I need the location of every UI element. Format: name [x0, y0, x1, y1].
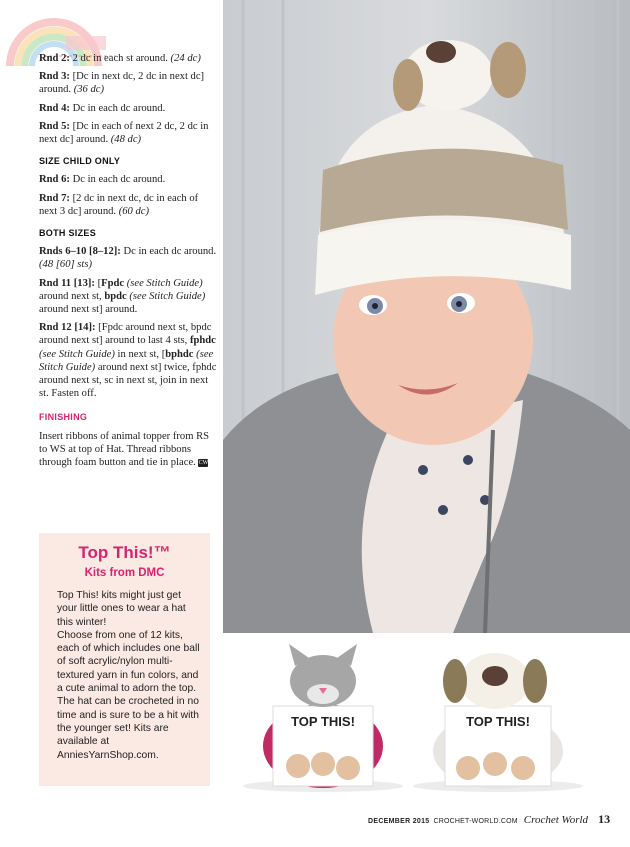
rnd-label: Rnd 11 [13]:	[39, 277, 95, 289]
size-child-heading: SIZE CHILD ONLY	[39, 156, 121, 167]
rnd-label: Rnd 6:	[39, 174, 70, 186]
rnd-label: Rnd 5:	[39, 120, 70, 132]
sidebar-body	[57, 589, 202, 762]
footer-site: CROCHET-WORLD.COM	[433, 818, 518, 825]
footer-magazine: Crochet World	[523, 814, 589, 826]
sidebar-para-2: Choose from one of 12 kits, each of which includes one ball of soft acrylic/nylon multi-textured yarn in fun colors, and a cute animal to adorn the top. The hat can be crocheted in no time and is sure to be a hit with the younger set! Kits are available at AnniesYarnShop.com.	[57, 629, 200, 761]
footer-date: DECEMBER 2015	[368, 818, 430, 825]
rnd-5: Rnd 5: [Dc in each of next 2 dc, 2 dc in next dc] around. (48 dc)	[39, 120, 209, 146]
rnd-3: Rnd 3: [Dc in next dc, 2 dc in next dc] around. (36 dc)	[39, 71, 205, 96]
sidebar-title: Top This!™	[78, 543, 171, 562]
kit-label-2: TOP THIS!	[466, 714, 530, 729]
page-number: 13	[598, 812, 611, 826]
kit-label-1: TOP THIS!	[291, 714, 355, 729]
end-mark-icon: CW	[198, 459, 209, 466]
top-this-yarn-kits-photo-icon	[223, 636, 630, 796]
top-this-sidebar	[39, 533, 210, 786]
rnd-7: Rnd 7: [2 dc in next dc, dc in each of next 3 dc] around. (60 dc)	[39, 192, 199, 217]
sidebar-subtitle: Kits from DMC	[84, 567, 165, 579]
sidebar-para-1: Top This! kits might just get your little ones to wear a hat this winter!	[57, 590, 186, 628]
finishing-heading: FINISHING	[39, 412, 88, 423]
rnd-label: Rnd 12 [14]:	[39, 322, 96, 334]
pattern-column	[39, 52, 219, 474]
rnd-label: Rnd 7:	[39, 192, 70, 204]
rnd-11: Rnd 11 [13]: [Fpdc (see Stitch Guide) around next st, bpdc (see Stitch Guide) around next st] around.	[39, 277, 206, 316]
rnd-label: Rnds 6–10 [8–12]:	[39, 246, 121, 258]
rnd-6: Rnd 6: Dc in each dc around.	[39, 174, 166, 186]
both-sizes-heading: BOTH SIZES	[39, 228, 97, 239]
rnd-label: Rnd 2:	[39, 53, 70, 64]
rnd-12: Rnd 12 [14]: [Fpdc around next st, bpdc around next st] around to last 4 sts, fphdc (see Stitch Guide) in next st, [bphdc (see Stitch Guide) around next st] twice, fphdc around next st, sc in next st, join in next st. Fasten off.	[39, 322, 217, 400]
finishing-text: Insert ribbons of animal topper from RS to WS at top of Hat. Thread ribbons through foam button and tie in place. CW	[39, 430, 210, 469]
page-footer	[368, 812, 618, 828]
rnd-label: Rnd 3:	[39, 71, 70, 83]
rnd-2: Rnd 2: 2 dc in each st around. (24 dc)	[39, 53, 201, 64]
rnds-6-10: Rnds 6–10 [8–12]: Dc in each dc around. (48 [60] sts)	[39, 246, 217, 271]
rnd-label: Rnd 4:	[39, 102, 70, 114]
rnd-4: Rnd 4: Dc in each dc around.	[39, 102, 166, 114]
baby-in-crochet-hat-photo-icon	[223, 0, 630, 633]
